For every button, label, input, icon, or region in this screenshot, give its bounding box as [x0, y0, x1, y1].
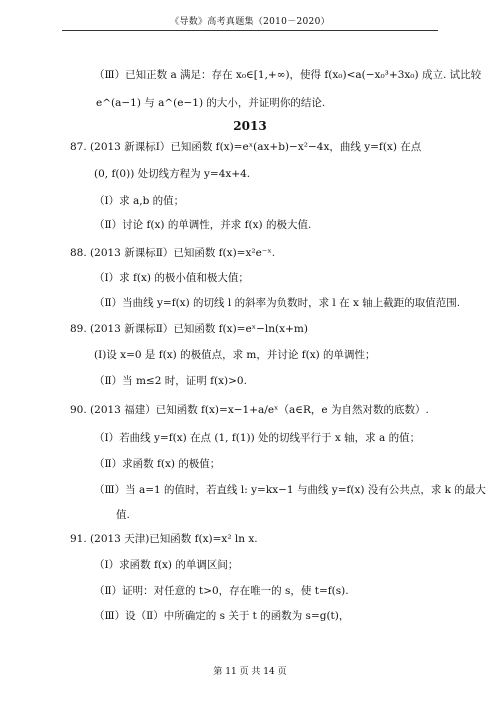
- problem-88-part-2: （Ⅱ）当曲线 y=f(x) 的切线 l 的斜率为负数时，求 l 在 x 轴上截距的取值范围.: [94, 297, 461, 309]
- problem-89-statement: 89. (2013 新课标Ⅱ）已知函数 f(x)=eˣ−ln(x+m): [70, 323, 308, 335]
- problem-87-part-1: （Ⅰ）求 a,b 的值；: [94, 195, 185, 207]
- problem-90-part-3-cont: 值.: [116, 509, 130, 521]
- problem-88-part-1: （Ⅰ）求 f(x) 的极小值和极大值；: [94, 272, 249, 284]
- problem-87-statement-cont: (0, f(0)) 处切线方程为 y=4x+4.: [94, 168, 251, 180]
- prev-problem-line-2: e^(a−1) 与 a^(e−1) 的大小，并证明你的结论.: [96, 97, 326, 109]
- prev-problem-line-1: （Ⅲ）已知正数 a 满足：存在 x₀∈[1,+∞)，使得 f(x₀)<a(−x₀³+3x₀) 成立. 试比较: [94, 69, 482, 81]
- problem-91-statement: 91. (2013 天津)已知函数 f(x)=x² ln x.: [70, 533, 258, 545]
- page-footer-label: 第 11 页 共 14 页: [213, 667, 287, 677]
- problem-88-statement: 88. (2013 新课标Ⅱ）已知函数 f(x)=x²e⁻ˣ.: [70, 247, 276, 259]
- header-divider: [62, 30, 438, 31]
- problem-87-statement: 87. (2013 新课标Ⅰ）已知函数 f(x)=eˣ(ax+b)−x²−4x，曲线 y=f(x) 在点: [70, 141, 422, 153]
- problem-91-part-1: （Ⅰ）求函数 f(x) 的单调区间；: [94, 559, 239, 571]
- problem-90-statement: 90. (2013 福建）已知函数 f(x)=x−1+a/eˣ（a∈R，e 为自然对数的底数）.: [70, 404, 429, 416]
- problem-90-part-3: （Ⅲ）当 a=1 的值时，若直线 l: y=kx−1 与曲线 y=f(x) 没有公共点，求 k 的最大: [94, 484, 486, 496]
- problem-91-part-2: （Ⅱ）证明：对任意的 t>0，存在唯一的 s，使 t=f(s).: [94, 585, 349, 597]
- year-heading: 2013: [233, 119, 267, 133]
- problem-90-part-2: （Ⅱ）求函数 f(x) 的极值；: [94, 458, 221, 470]
- page-header-title: 《导数》高考真题集（2010－2020）: [170, 17, 330, 27]
- problem-89-part-2: （Ⅱ）当 m≤2 时，证明 f(x)>0.: [94, 375, 247, 387]
- problem-87-part-2: （Ⅱ）讨论 f(x) 的单调性，并求 f(x) 的极大值.: [94, 219, 312, 231]
- problem-91-part-3: （Ⅲ）设（Ⅱ）中所确定的 s 关于 t 的函数为 s=g(t)，: [94, 610, 350, 622]
- problem-89-part-1: (Ⅰ)设 x=0 是 f(x) 的极值点，求 m，并讨论 f(x) 的单调性；: [94, 349, 376, 361]
- problem-90-part-1: （Ⅰ）若曲线 y=f(x) 在点 (1, f(1)) 处的切线平行于 x 轴，求 a 的值；: [94, 432, 421, 444]
